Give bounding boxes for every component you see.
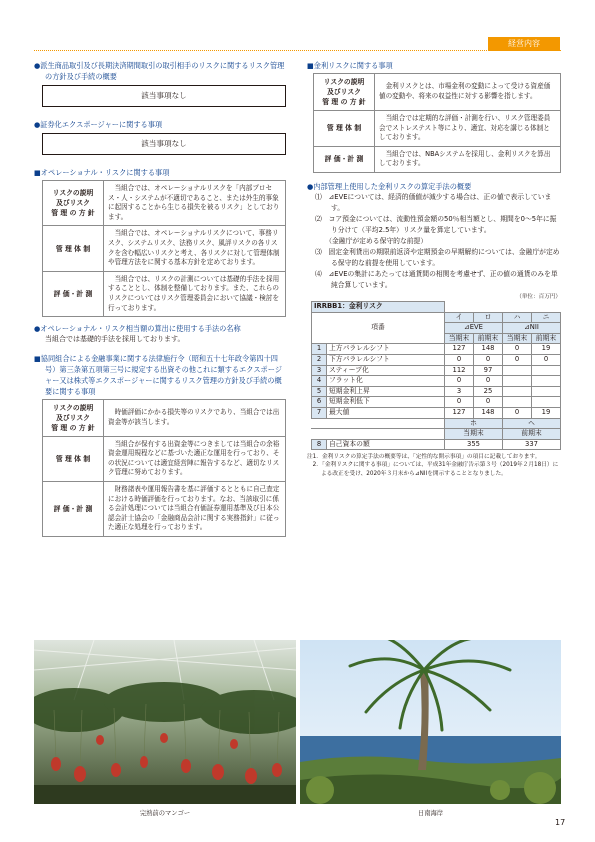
heading-calc-method: ●内部管理上使用した金利リスクの算定手法の概要 [307, 181, 472, 191]
row-text: 当組合では定期的な評価・計測を行い、リスク管理委員会でストレステスト等により、適宜、対応を講じる体制としております。 [375, 111, 561, 147]
row-label: リスクの説明 及びリスク 管 理 の 方 針 [43, 181, 104, 226]
row-label: 管 理 体 制 [314, 111, 375, 147]
row-no: 8 [312, 439, 327, 450]
cap-letter: ホ [445, 418, 503, 429]
row-text: 金利リスクとは、市場金利の変動によって受ける資産価値の変動や、将来の収益性に対する影響を指します。 [375, 74, 561, 111]
sub-col: 前期末 [474, 333, 503, 344]
cap-letter: ヘ [503, 418, 561, 429]
blank-cell [312, 418, 445, 429]
table-row [312, 439, 561, 450]
row-text: 当組合が保有する出資金等につきましては当組合の余裕資金運用規程などに基づいた適正な運用を行っており、その状況については適宜経営陣に報告するなど、適切なリスク管理に努めております。 [104, 436, 286, 481]
rate-risk-table [313, 73, 561, 173]
heading-rate-risk: ■金利リスクに関する事項 [307, 61, 393, 70]
table-row [43, 436, 286, 481]
cap-value: 337 [503, 439, 561, 450]
blank-cell [312, 429, 445, 440]
header-rule [34, 50, 561, 51]
heading-operational: ■オペレーショナル・リスクに関する事項 [34, 168, 170, 177]
row-no: 2 [312, 354, 327, 365]
value-cell: 0 [445, 376, 474, 387]
table-row [43, 226, 286, 271]
cap-value: 355 [445, 439, 503, 450]
notes [307, 453, 561, 478]
cap-sub: 当期末 [445, 429, 503, 440]
sub-col: 前期末 [532, 333, 561, 344]
table-row [43, 271, 286, 316]
sub-col: 当期末 [503, 333, 532, 344]
value-cell [503, 386, 532, 397]
list-item: ⑷ ⊿EVEの集計にあたっては通貨間の相関を考慮せず、正の値の通貨のみを単純合算しています。 [315, 269, 558, 289]
value-cell: 0 [445, 397, 474, 408]
heading-op-method: ●オペレーショナル・リスク相当額の算出に使用する手法の名称 [34, 324, 241, 334]
value-cell: 0 [503, 344, 532, 355]
sub-col: 当期末 [445, 333, 474, 344]
value-cell: 127 [445, 344, 474, 355]
value-cell [532, 397, 561, 408]
table-row [312, 386, 561, 397]
value-cell: 148 [474, 344, 503, 355]
note-item: 2．「金利リスクに関する事項」については、平成31年金融庁告示第３号（2019年２月18日）による改正を受け、2020年３月末から⊿NIIを開示することとなりました。 [307, 462, 559, 477]
note-item: 注1．金利リスクの算定手法の概要等は、「定性的な開示事項」の項目に記載しております。 [307, 454, 541, 461]
table-row [43, 181, 286, 226]
value-cell [503, 397, 532, 408]
row-no: 6 [312, 397, 327, 408]
value-cell [532, 376, 561, 387]
row-text: 当組合では、オペレーショナルリスクについて、事務リスク、システムリスク、法務リスク、風評リスクの各リスクを含む幅広いリスクと考え、各リスクに対して管理体制や管理方法をに関する基本方針を定めております。 [104, 226, 286, 271]
group-eve: ⊿EVE [445, 323, 503, 334]
row-label: 管 理 体 制 [43, 226, 104, 271]
equity-table [42, 399, 286, 537]
table-row [314, 111, 561, 147]
row-name: 自己資本の額 [327, 439, 445, 450]
value-cell: 0 [503, 407, 532, 418]
table-row [312, 407, 561, 418]
item-label: 項番 [312, 312, 445, 344]
row-no: 7 [312, 407, 327, 418]
table-row [312, 365, 561, 376]
value-cell: 127 [445, 407, 474, 418]
value-cell: 0 [474, 354, 503, 365]
row-name: 短期金利上昇 [327, 386, 445, 397]
blank-cell [445, 301, 561, 312]
table-row [43, 481, 286, 536]
row-text: 財務諸表や運用報告書を基に評価するとともに自己査定における時価評価を行っております。なお、当該取引に係る会計処理については当組合有価証券運用基準及び日本公認会計士協会の「金融商品会計に関する実務指針」に従った適正な処理を行っております。 [104, 481, 286, 536]
row-text: 当組合では、NBAシステムを採用し、金利リスクを算出しております。 [375, 146, 561, 172]
group-nii: ⊿NII [503, 323, 561, 334]
list-item: ⑶ 固定金利貸出の期限前返済や定期預金の早期解約については、金融庁が定める保守的な前提を使用しています。 [315, 247, 560, 267]
mango-greenhouse-photo [34, 640, 296, 804]
row-name: スティープ化 [327, 365, 445, 376]
table-row [312, 312, 561, 323]
heading-derivative: ●派生商品取引及び長期決済期間取引の取引相手のリスクに関するリスク管理の方針及び手続の概要 [34, 61, 285, 81]
value-cell: 0 [503, 354, 532, 365]
table-row [43, 399, 286, 436]
row-no: 3 [312, 365, 327, 376]
unit-label: （単位：百万円） [516, 293, 561, 300]
value-cell: 19 [532, 407, 561, 418]
row-name: 上方パラレルシフト [327, 344, 445, 355]
page-number: 17 [555, 818, 566, 827]
value-cell: 0 [532, 354, 561, 365]
value-cell: 25 [474, 386, 503, 397]
row-label: 評 価・計 測 [314, 146, 375, 172]
securitization-box: 該当事項なし [42, 133, 286, 155]
heading-equity: ■協同組合による金融事業に関する法律施行令（昭和五十七年政令第四十四号）第三条第五項第三号に規定する出資その他これに類するエクスポージャー又は株式等エクスポージャーに関するリスク管理の方針及び手続の概要に関する事項 [34, 353, 282, 396]
cap-sub: 前期末 [503, 429, 561, 440]
value-cell: 19 [532, 344, 561, 355]
table-row [312, 429, 561, 440]
row-name: 短期金利低下 [327, 397, 445, 408]
table-row [314, 74, 561, 111]
list-item: ⑵ コア預金については、流動性預金額の50％相当額とし、期間を0〜5年に振り分けて（平均2.5年）リスク量を算定しています。 [315, 214, 557, 234]
value-cell: 0 [474, 397, 503, 408]
list-item: ⑴ ⊿EVEについては、経済的価値が減少する場合は、正の値で表示しています。 [315, 192, 552, 212]
row-no: 1 [312, 344, 327, 355]
irrbb-title: IRRBB1：金利リスク [312, 301, 445, 312]
photo-caption-right: 日南海岸 [417, 810, 444, 817]
col-letter: ニ [532, 312, 561, 323]
table-row [312, 376, 561, 387]
photo-caption-left: 完熟前のマンゴー [139, 810, 191, 817]
table-row [312, 301, 561, 312]
calc-list [315, 192, 561, 291]
value-cell [503, 365, 532, 376]
nichinan-coast-photo [300, 640, 561, 804]
heading-securitization: ●証券化エクスポージャーに関する事項 [34, 120, 163, 129]
left-column [34, 60, 286, 537]
row-label: 管 理 体 制 [43, 436, 104, 481]
table-row [314, 146, 561, 172]
table-row [312, 418, 561, 429]
value-cell [532, 386, 561, 397]
irrbb-table [311, 301, 561, 450]
row-label: 評 価・計 測 [43, 481, 104, 536]
value-cell [532, 365, 561, 376]
row-label: 評 価・計 測 [43, 271, 104, 316]
col-letter: ロ [474, 312, 503, 323]
value-cell: 148 [474, 407, 503, 418]
row-name: フラット化 [327, 376, 445, 387]
row-no: 5 [312, 386, 327, 397]
row-label: リスクの説明 及びリスク 管 理 の 方 針 [43, 399, 104, 436]
list-item: （金融庁が定める保守的な前提） [315, 236, 428, 245]
row-name: 下方パラレルシフト [327, 354, 445, 365]
row-no: 4 [312, 376, 327, 387]
row-text: 時価評価にかかる損失等のリスクであり、当組合では出資金等が該当します。 [104, 399, 286, 436]
row-text: 当組合では、リスクの計測については基礎的手法を採用することとし、体制を整備しております。また、これらのリスクについてはリスク管理委員会において協議・検討を行っております。 [104, 271, 286, 316]
row-name: 最大値 [327, 407, 445, 418]
op-method-text: 当組合では基礎的手法を採用しております。 [45, 335, 185, 344]
table-row [312, 354, 561, 365]
table-row [312, 344, 561, 355]
table-row [312, 397, 561, 408]
value-cell: 112 [445, 365, 474, 376]
row-text: 当組合では、オペレーショナルリスクを「内部プロセス・人・システムが不適切であること、または外生的事象に起因することから生じる損失を被るリスク」としております。 [104, 181, 286, 226]
col-letter: ハ [503, 312, 532, 323]
value-cell [503, 376, 532, 387]
operational-table [42, 180, 286, 317]
value-cell: 0 [474, 376, 503, 387]
derivative-box: 該当事項なし [42, 85, 286, 107]
value-cell: 97 [474, 365, 503, 376]
col-letter: イ [445, 312, 474, 323]
section-tag: 経営内容 [488, 37, 560, 51]
value-cell: 0 [445, 354, 474, 365]
row-label: リスクの説明 及びリスク 管 理 の 方 針 [314, 74, 375, 111]
value-cell: 3 [445, 386, 474, 397]
right-column [307, 60, 561, 478]
